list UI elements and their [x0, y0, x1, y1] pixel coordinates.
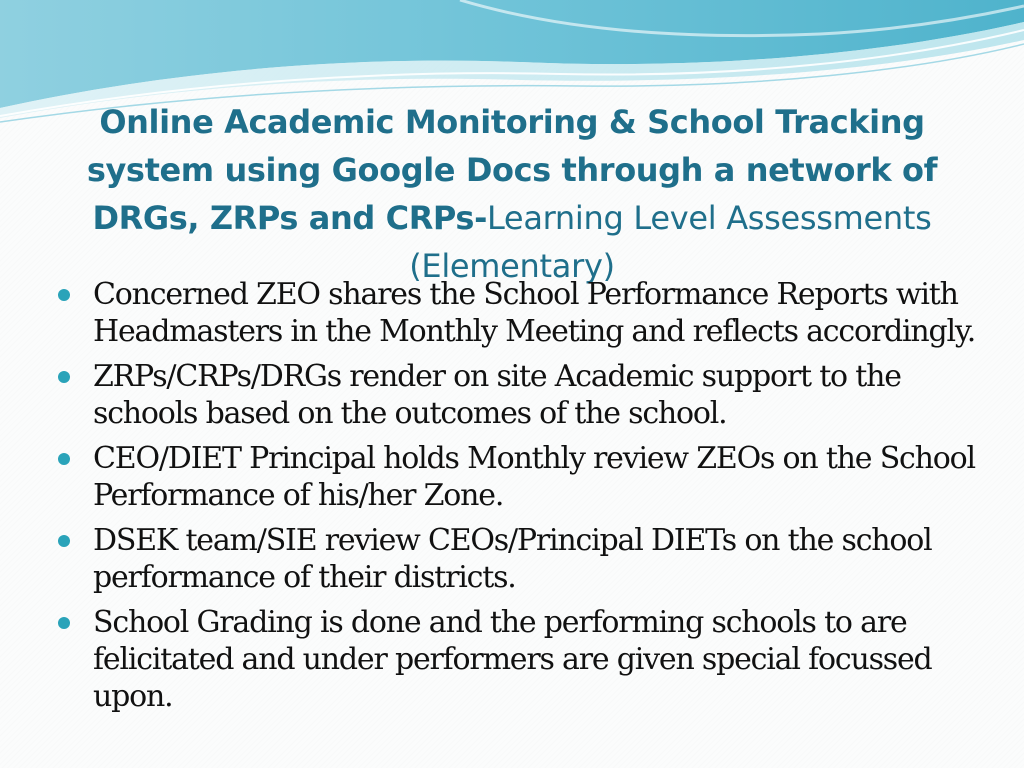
bullet-text: School Grading is done and the performing schools to are felicitated and under performers are given special focussed upon.: [93, 605, 932, 714]
bullet-text: CEO/DIET Principal holds Monthly review ZEOs on the School Performance of his/her Zone.: [93, 441, 975, 513]
slide-title: [40, 98, 984, 290]
bullet-item: [58, 276, 988, 350]
bullet-dot-icon: [58, 535, 70, 547]
bullet-list: [58, 276, 988, 723]
bullet-dot-icon: [58, 617, 70, 629]
slide-title-subtitle: Learning Level Assessments (Elementary): [409, 199, 932, 285]
bullet-dot-icon: [58, 289, 70, 301]
bullet-item: [58, 522, 988, 596]
bullet-item: [58, 604, 988, 715]
bullet-text: Concerned ZEO shares the School Performance Reports with Headmasters in the Monthly Meeting and reflects accordingly.: [93, 277, 976, 349]
bullet-dot-icon: [58, 371, 70, 383]
bullet-dot-icon: [58, 453, 70, 465]
slide-title-bold: Online Academic Monitoring & School Tracking system using Google Docs through a network of DRGs, ZRPs and CRPs-: [86, 103, 938, 237]
bullet-item: [58, 440, 988, 514]
bullet-text: ZRPs/CRPs/DRGs render on site Academic support to the schools based on the outcomes of the school.: [93, 359, 901, 431]
bullet-item: [58, 358, 988, 432]
bullet-text: DSEK team/SIE review CEOs/Principal DIETs on the school performance of their districts.: [93, 523, 932, 595]
